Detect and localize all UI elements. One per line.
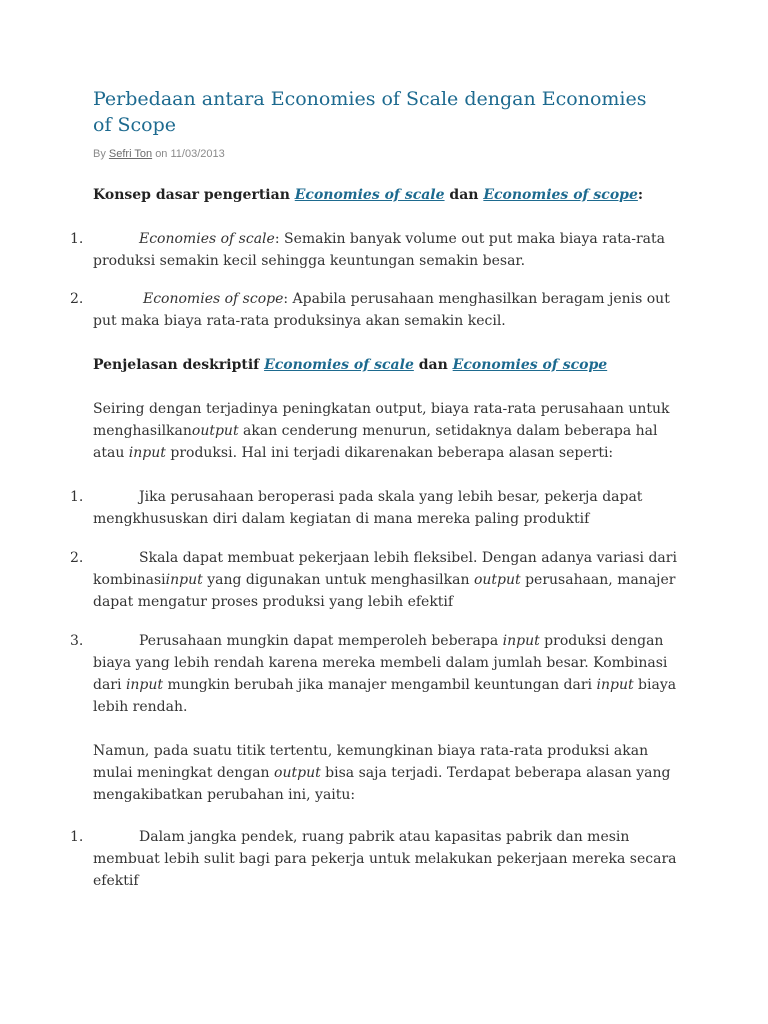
emphasis: input [165,572,203,588]
emphasis: input [125,677,164,693]
definition-term: Economies of scope [143,291,284,307]
list-number: 2. [70,550,84,566]
economies-of-scope-link[interactable]: Economies of scope [452,357,608,373]
emphasis: output [274,765,321,781]
economies-of-scale-link[interactable]: Economies of scale [294,187,445,203]
list-number: 2. [70,291,84,307]
list-item [93,486,683,530]
emphasis: output [473,572,521,588]
list-item-text: biaya lebih rendah. [93,677,677,715]
byline [93,148,225,160]
byline-date-prefix: on [155,148,168,160]
list-item-text: perusahaan, manajer dapat mengatur proses produksi yang lebih efektif [93,572,676,610]
byline-prefix: By [93,148,106,160]
paragraph-text: Namun, pada suatu titik tertentu, kemungkinan biaya rata-rata produksi akan mulai meningkat dengan [93,743,649,781]
post-date: 11/03/2013 [170,148,225,160]
list-item-text: Dalam jangka pendek, ruang pabrik atau kapasitas pabrik dan mesin membuat lebih sulit bagi para pekerja untuk melakukan pekerjaan mereka secara efektif [93,829,677,889]
list-item-text: Perusahaan mungkin dapat memperoleh beberapa [139,633,503,649]
definition-text: : Apabila perusahaan menghasilkan beragam jenis out put maka biaya rata-rata produksinya akan semakin kecil. [93,291,670,329]
list-number: 1. [70,829,84,845]
definition-term: Economies of scale [139,231,275,247]
page-title: Perbedaan antara Economies of Scale dengan Economies of Scope [93,88,647,136]
section1-conj: dan [449,187,479,203]
section-heading-concept [93,184,683,206]
emphasis: input [596,677,634,693]
emphasis: input [128,445,166,461]
paragraph [93,740,683,806]
list-item-text: Skala dapat membuat pekerjaan lebih fleksibel. Dengan adanya variasi dari kombinasi [93,550,677,588]
author-link[interactable]: Sefri Ton [108,148,153,160]
paragraph-text: Seiring dengan terjadinya peningkatan output, biaya rata-rata perusahaan untuk menghasilkan [93,401,670,439]
list-number: 3. [70,633,84,649]
list-item-text: yang digunakan untuk menghasilkan [202,572,474,588]
list-item-text: mungkin berubah jika manajer mengambil keuntungan dari [163,677,597,693]
list-item-text: produksi dengan biaya yang lebih rendah karena mereka membeli dalam jumlah besar. Kombinasi dari [93,633,668,693]
paragraph-text: bisa saja terjadi. Terdapat beberapa alasan yang mengakibatkan perubahan ini, yaitu: [93,765,671,803]
list-item [93,826,683,892]
list-item-text: Jika perusahaan beroperasi pada skala yang lebih besar, pekerja dapat mengkhususkan diri dalam kegiatan di mana mereka paling produktif [93,489,643,527]
list-number: 1. [70,231,84,247]
section2-lead: Penjelasan deskriptif [93,357,260,373]
paragraph [93,398,683,464]
paragraph-text: produksi. Hal ini terjadi dikarenakan beberapa alasan seperti: [165,445,614,461]
list-item [93,547,683,613]
list-item [93,630,683,718]
section1-lead: Konsep dasar pengertian [93,187,290,203]
section-heading-descriptive [93,354,683,376]
definition-text: : Semakin banyak volume out put maka biaya rata-rata produksi semakin kecil sehingga keuntungan semakin besar. [93,231,665,269]
economies-of-scale-link[interactable]: Economies of scale [264,357,414,373]
list-number: 1. [70,489,84,505]
economies-of-scope-link[interactable]: Economies of scope [483,187,638,203]
section2-conj: dan [418,357,448,373]
section1-tail: : [637,187,644,203]
list-item [93,228,683,272]
paragraph-text: akan cenderung menurun, setidaknya dalam beberapa hal atau [93,423,658,461]
list-item [93,288,683,332]
emphasis: output [191,423,239,439]
emphasis: input [502,633,540,649]
